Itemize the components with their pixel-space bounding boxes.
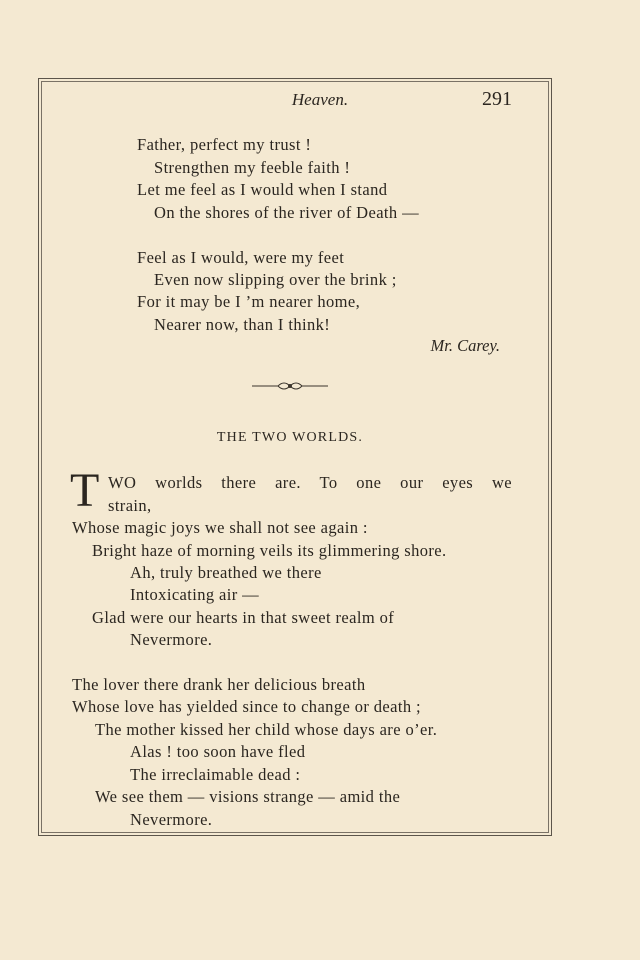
- poem-line: Intoxicating air —: [130, 585, 260, 604]
- poem-line: Nevermore.: [130, 630, 213, 649]
- page-number: 291: [482, 88, 512, 110]
- poem-line: Alas ! too soon have fled: [130, 742, 306, 761]
- poem-line: We see them — visions strange — amid the: [95, 787, 401, 806]
- poem-line: Bright haze of morning veils its glimmering shore.: [92, 541, 447, 560]
- poem-line: The mother kissed her child whose days are o’er.: [95, 720, 438, 739]
- poem-line: strain,: [108, 496, 152, 515]
- poem-line: Father, perfect my trust !: [137, 135, 312, 154]
- poem-line: The irreclaimable dead :: [130, 765, 301, 784]
- poem-line: Nearer now, than I think!: [154, 315, 331, 334]
- poem-line: WO worlds there are. To one our eyes we: [108, 473, 512, 492]
- poem-line: Ah, truly breathed we there: [130, 563, 322, 582]
- poem-line: Whose magic joys we shall not see again :: [72, 518, 368, 537]
- poem-line: For it may be I ’m nearer home,: [137, 292, 361, 311]
- poem-title: THE TWO WORLDS.: [216, 430, 364, 445]
- drop-cap: T: [70, 464, 100, 517]
- ornament-divider: [250, 378, 330, 394]
- running-title: Heaven.: [291, 90, 349, 109]
- poem-line: Let me feel as I would when I stand: [137, 180, 388, 199]
- poem-line: Strengthen my feeble faith !: [154, 158, 351, 177]
- poem-line: Glad were our hearts in that sweet realm of: [92, 608, 395, 627]
- poem-line: Whose love has yielded since to change or death ;: [72, 697, 422, 716]
- poem-line: Feel as I would, were my feet: [137, 248, 345, 267]
- poem-line: Nevermore.: [130, 810, 213, 829]
- attribution: Mr. Carey.: [430, 336, 500, 355]
- poem-line: On the shores of the river of Death —: [154, 203, 419, 222]
- poem-line: The lover there drank her delicious breath: [72, 675, 366, 694]
- poem-line: Even now slipping over the brink ;: [154, 270, 397, 289]
